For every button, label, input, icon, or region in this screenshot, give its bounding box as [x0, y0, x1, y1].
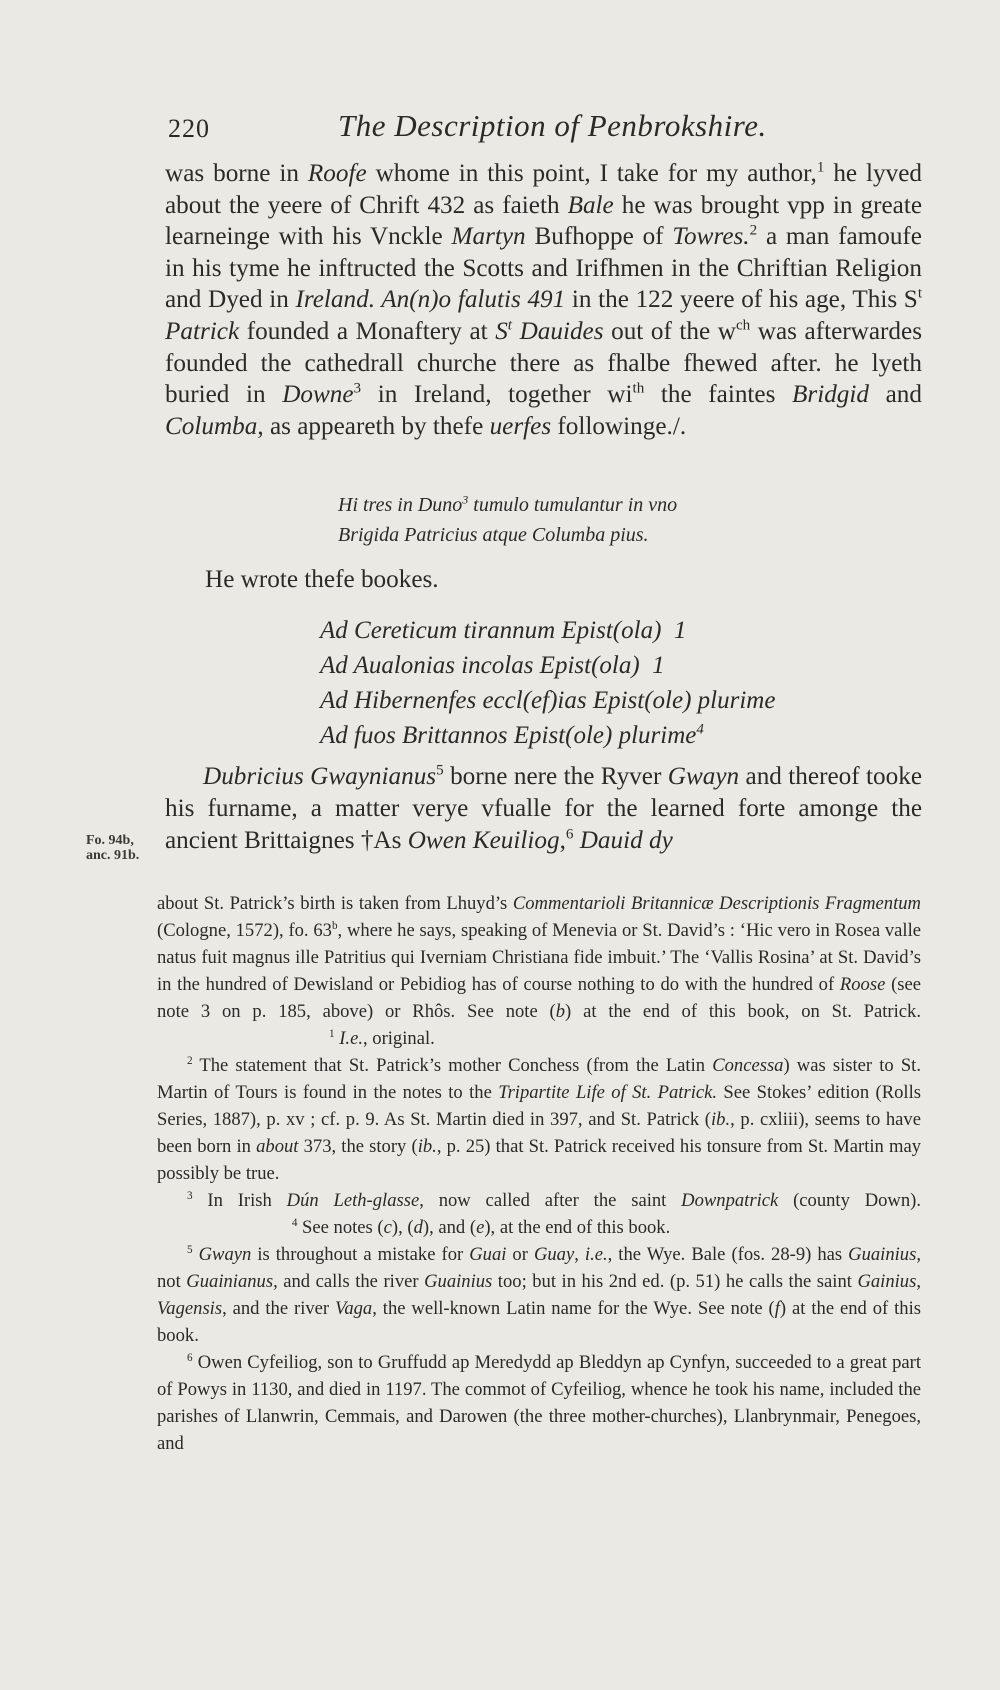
page-header	[168, 108, 778, 148]
book-list-item: Ad fuos Brittannos Epist(ole) plurime$^4$	[320, 721, 704, 749]
main-paragraph-text: was borne in Roofe whome in this point, I take for my author,$^1$ he lyved about the yeere of Chrift 432 as faieth Bale he was brought vpp in greate learneinge with his Vnckle Martyn Bufhoppe of Towres.$^2$ a man famoufe in his tyme he inftructed the Scotts and Irifhmen in the Chriftian Religion and Dyed in Ireland. An(n)o falutis 491 in the 122 yeere of his age, This $S^t$ Patrick founded a Monaftery at $S^t$ Dauides out of the $w^{ch}$ was afterwardes founded the cathedrall churche there as fhalbe fhewed after. he lyeth buried in Downe$^3$ in Ireland, together $wi^{th}$ the faintes Bridgid and Columba, as appeareth by thefe uerfes followinge./.	[165, 159, 923, 440]
verse-line-1: Hi tres in Duno$^3$ tumulo tumulantur in vno	[338, 492, 678, 516]
footnote-5: $^5$ Gwayn is throughout a mistake for Guai or Guay, i.e., the Wye. Bale (fos. 28-9) has Guainius, not Guainianus, and calls the river Guainius too; but in his 2nd ed. (p. 51) he calls the saint Gainius, Vagensis, and the river Vaga, the well-known Latin name for the Wye. See note (f) at the end of this book.	[157, 1243, 921, 1346]
page-number: 220	[168, 114, 210, 143]
book-list-item: Ad Aualonias incolas Epist(ola) 1	[320, 652, 665, 679]
footnote-3-4: $^3$ In Irish Dún Leth-glasse, now called after the saint Downpatrick (county Down). $^4$ See notes (c), (d), and (e), at the end of this book.	[157, 1189, 921, 1238]
book-list-item: Ad Cereticum tirannum Epist(ola) 1	[320, 617, 687, 644]
footnotes	[157, 890, 921, 1457]
footnote-1: about St. Patrick’s birth is taken from Lhuyd’s Commentarioli Britannicæ Descriptionis Fragmentum (Cologne, 1572), fo. 63$^b$, where he says, speaking of Menevia or St. David’s : ‘Hic vero in Rosea valle natus fuit magnus ille Patritius qui Iverniam Christiana fide imbuit.’ The ‘Vallis Rosina’ at St. David’s in the hundred of Dewisland or Pebidiog has of course nothing to do with the hundred of Roose (see note 3 on p. 185, above) or Rhôs. See note (b) at the end of this book, on St. Patrick. $^1$ I.e., original.	[157, 893, 922, 1049]
main-paragraph	[165, 158, 922, 442]
verse-line-2: Brigida Patricius atque Columba pius.	[338, 524, 649, 546]
books-intro: He wrote thefe bookes.	[205, 566, 439, 593]
footnote-6: $^6$ Owen Cyfeiliog, son to Gruffudd ap Meredydd ap Bleddyn ap Cynfyn, succeeded to a great part of Powys in 1130, and died in 1197. The commot of Cyfeiliog, whence he took his name, included the parishes of Llanwrin, Cemmais, and Darowen (the three mother-churches), Llanbrynmair, Penegoes, and	[157, 1351, 921, 1454]
running-title: The Description of Penbrokshire.	[338, 108, 767, 143]
book-list	[320, 613, 880, 753]
latin-verse	[338, 490, 838, 550]
dubricius-paragraph	[165, 761, 922, 857]
book-list-item: Ad Hibernenfes eccl(ef)ias Epist(ole) plurime	[320, 687, 776, 714]
footnote-2: $^2$ The statement that St. Patrick’s mother Conchess (from the Latin Concessa) was sister to St. Martin of Tours is found in the notes to the Tripartite Life of St. Patrick. See Stokes’ edition (Rolls Series, 1887), p. xv ; cf. p. 9. As St. Martin died in 397, and St. Patrick (ib., p. cxliii), seems to have been born in about 373, the story (ib., p. 25) that St. Patrick received his tonsure from St. Martin may possibly be true.	[157, 1054, 921, 1184]
dubricius-paragraph-text: Dubricius Gwaynianus$^5$ borne nere the Ryver Gwayn and thereof tooke his furname, a matter verye vfualle for the learned forte amonge the ancient Brittaignes †As Owen Keuiliog,$^6$ Dauid dy	[165, 762, 922, 854]
margin-note-line-1: Fo. 94b,	[86, 833, 134, 848]
margin-note	[86, 833, 166, 863]
margin-note-line-2: anc. 91b.	[86, 848, 140, 863]
